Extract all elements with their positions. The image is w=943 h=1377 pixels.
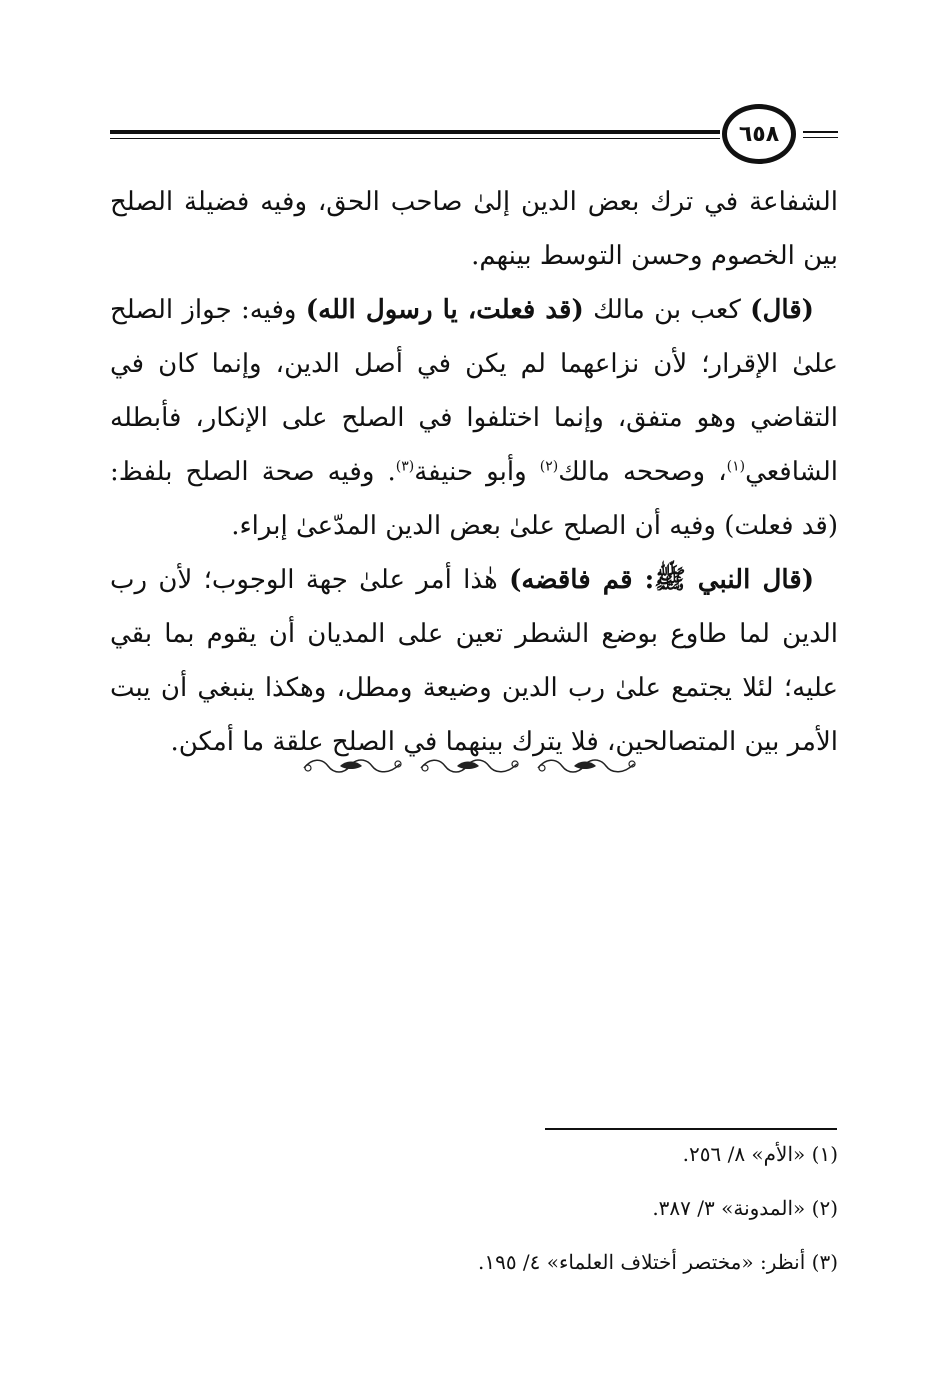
quoted-phrase: (قد فعلت، يا رسول الله) (305, 295, 584, 325)
section-ornament (300, 752, 640, 780)
footnote-3 (300, 1248, 838, 1298)
paragraph-3-text: هٰذا أمر علىٰ جهة الوجوب؛ لأن رب الدين لما طاوع بوضع الشطر تعين على المديان أن يقوم بما بقي عليه؛ لئلا يجتمع علىٰ رب الدين وضيعة ومطل، وهكذا ينبغي أن يبت الأمر بين المتصالحين، فلا يترك بينهما في الصلح علقة ما أمكن. (110, 565, 838, 757)
footnote-ref-3[interactable]: (٣) (395, 458, 415, 475)
paragraph-2-text-e: . وفيه صحة الصلح بلفظ: (قد فعلت) وفيه أن الصلح علىٰ بعض الدين المدّعىٰ إبراء. (110, 457, 838, 541)
paragraph-2-text-c: ، وصححه مالك (558, 457, 727, 487)
main-text (110, 175, 838, 769)
paragraph-3 (110, 553, 838, 769)
header-rule-thick (110, 130, 720, 134)
page-header (110, 100, 838, 170)
footnote-text: «المدونة» ٣/ ٣٨٧. (652, 1196, 806, 1220)
footnote-ref-2[interactable]: (٢) (539, 458, 559, 475)
header-rule-right (803, 131, 838, 133)
paragraph-2 (110, 283, 838, 553)
paragraph-1-text: الشفاعة في ترك بعض الدين إلىٰ صاحب الحق، وفيه فضيلة الصلح بين الخصوم وحسن التوسط بينهم. (110, 187, 838, 271)
footnote-text: «الأم» ٨/ ٢٥٦. (682, 1142, 806, 1166)
footnote-number: (٣) (811, 1250, 838, 1274)
speaker-label: (قال) (750, 295, 814, 325)
ornament-motif-icon (300, 754, 406, 778)
paragraph-2-text-b: وفيه: جواز الصلح علىٰ الإقرار؛ لأن نزاعهما لم يكن في أصل الدين، وإنما كان في التقاضي وهو متفق، وإنما اختلفوا في الصلح على الإنكار، فأبطله الشافعي (110, 295, 838, 487)
paragraph-2-text-a: كعب بن مالك (583, 295, 751, 325)
footnote-number: (١) (811, 1142, 838, 1166)
prophet-quote: (قال النبي ﷺ: قم فاقضه) (509, 565, 814, 595)
footnote-separator (545, 1128, 837, 1130)
paragraph-1 (110, 175, 838, 283)
ornament-motif-icon (534, 754, 640, 778)
footnote-1 (300, 1140, 838, 1190)
footnote-2 (300, 1194, 838, 1244)
footnote-text: أنظر: «مختصر أختلاف العلماء» ٤/ ١٩٥. (477, 1250, 806, 1274)
footnote-number: (٢) (811, 1196, 838, 1220)
header-rule-right-thin (803, 137, 838, 138)
paragraph-2-text-d: وأبو حنيفة (414, 457, 540, 487)
footnotes (300, 1140, 838, 1302)
footnote-ref-1[interactable]: (١) (726, 458, 746, 475)
ornament-motif-icon (417, 754, 523, 778)
page-number: ٦٥٨ (722, 104, 796, 164)
header-rule-thin (110, 138, 720, 139)
